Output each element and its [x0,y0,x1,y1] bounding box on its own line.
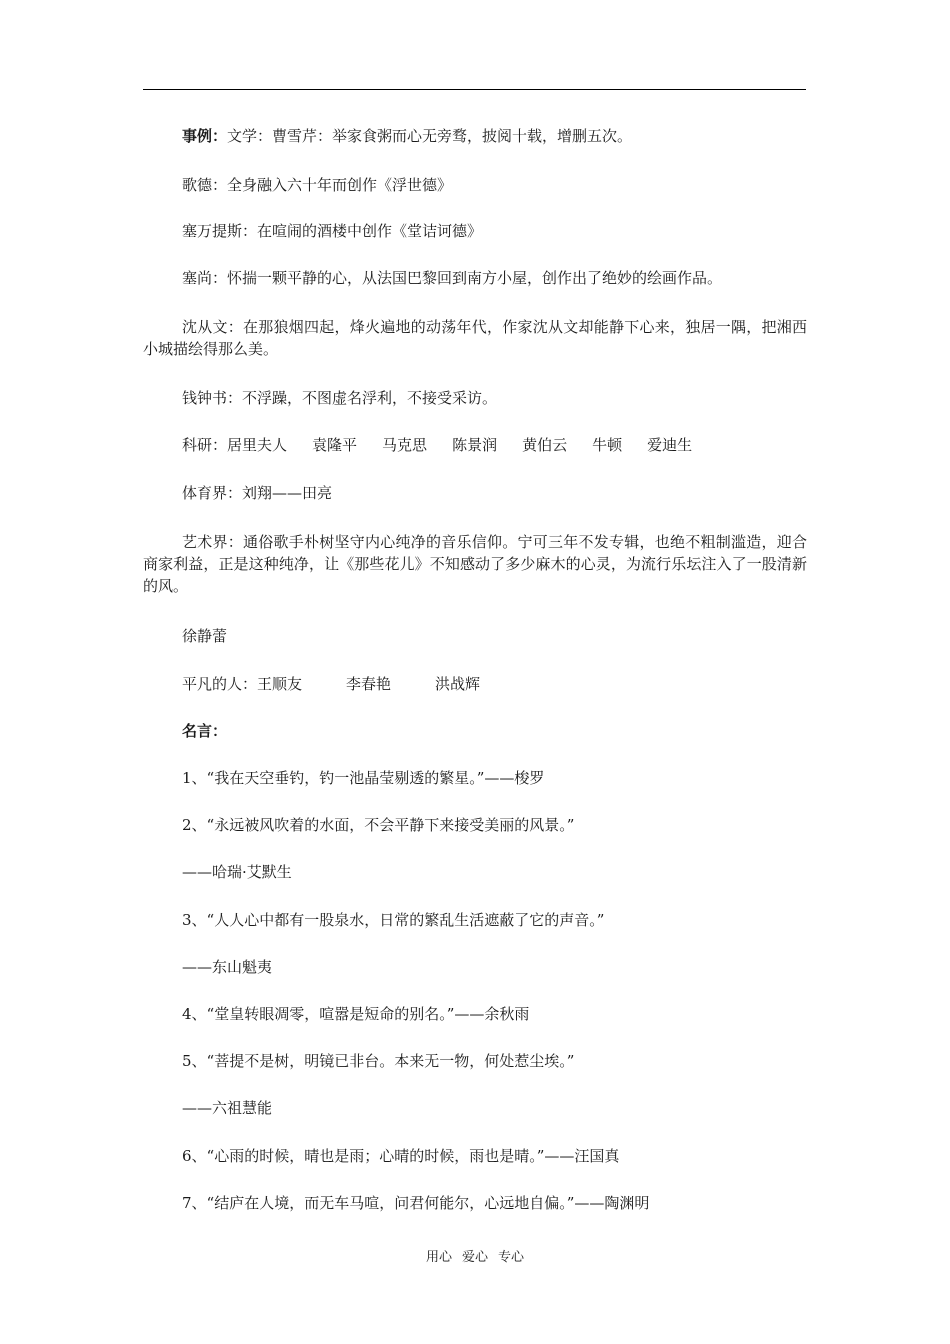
qian-zhongshu-line: 钱钟书：不浮躁，不图虚名浮利，不接受采访。 [182,389,498,407]
quote-5-author: ——六祖慧能 [182,1099,273,1117]
ordinary-people-line [182,673,480,695]
research-name: 袁隆平 [312,436,358,454]
quote-5: 5、“菩提不是树，明镜已非台。本来无一物，何处惹尘埃。” [182,1052,575,1070]
research-name: 爱迪生 [647,436,693,454]
xu-jinglei-line: 徐静蕾 [182,627,228,645]
page-footer [0,1249,950,1267]
sports-line: 体育界：刘翔——田亮 [182,484,333,502]
cezanne-line: 塞尚：怀揣一颗平静的心，从法国巴黎回到南方小屋，创作出了绝妙的绘画作品。 [182,269,723,287]
footer-word: 用心 [425,1250,452,1265]
examples-heading: 事例： [182,127,228,145]
research-label: 科研： [182,436,228,454]
quote-2-author: ——哈瑞·艾默生 [182,863,292,881]
quote-1: 1、“我在天空垂钓，钓一池晶莹剔透的繁星。”——梭罗 [182,769,545,787]
ordinary-label: 平凡的人： [182,675,258,693]
quote-3-author: ——东山魁夷 [182,958,273,976]
quote-6: 6、“心雨的时候，晴也是雨；心晴的时候，雨也是晴。”——汪国真 [182,1147,620,1165]
research-line [182,434,692,456]
research-name: 陈景润 [452,436,498,454]
footer-word: 专心 [498,1250,525,1265]
research-name: 居里夫人 [227,436,288,454]
research-name: 牛顿 [592,436,623,454]
literature-line [182,125,632,147]
ordinary-name: 李春艳 [346,675,392,693]
ordinary-name: 王顺友 [257,675,303,693]
quote-2: 2、“永远被风吹着的水面，不会平静下来接受美丽的风景。” [182,816,575,834]
quote-3: 3、“人人心中都有一股泉水，日常的繁乱生活遮蔽了它的声音。” [182,911,605,929]
quotes-heading: 名言： [182,722,228,740]
goethe-line: 歌德：全身融入六十年而创作《浮世德》 [182,176,453,194]
literature-text: 文学：曹雪芹：举家食粥而心无旁骛，披阅十载，增删五次。 [227,127,633,145]
arts-paragraph: 艺术界：通俗歌手朴树坚守内心纯净的音乐信仰。宁可三年不发专辑，也绝不粗制滥造，迎合商家利益，正是这种纯净，让《那些花儿》不知感动了多少麻木的心灵，为流行乐坛注入了一股清新的风。 [143,533,807,595]
quote-4: 4、“堂皇转眼凋零，喧嚣是短命的别名。”——余秋雨 [182,1005,530,1023]
quote-7: 7、“结庐在人境，而无车马喧，问君何能尔，心远地自偏。”——陶渊明 [182,1194,650,1212]
header-rule [143,89,806,90]
footer-word: 爱心 [461,1250,488,1265]
ordinary-name: 洪战辉 [435,675,481,693]
research-name: 马克思 [382,436,428,454]
research-name: 黄伯云 [522,436,568,454]
cervantes-line: 塞万提斯：在喧闹的酒楼中创作《堂诘诃德》 [182,222,483,240]
shen-congwen-paragraph: 沈从文：在那狼烟四起，烽火遍地的动荡年代，作家沈从文却能静下心来，独居一隅，把湘西小城描绘得那么美。 [143,318,807,358]
